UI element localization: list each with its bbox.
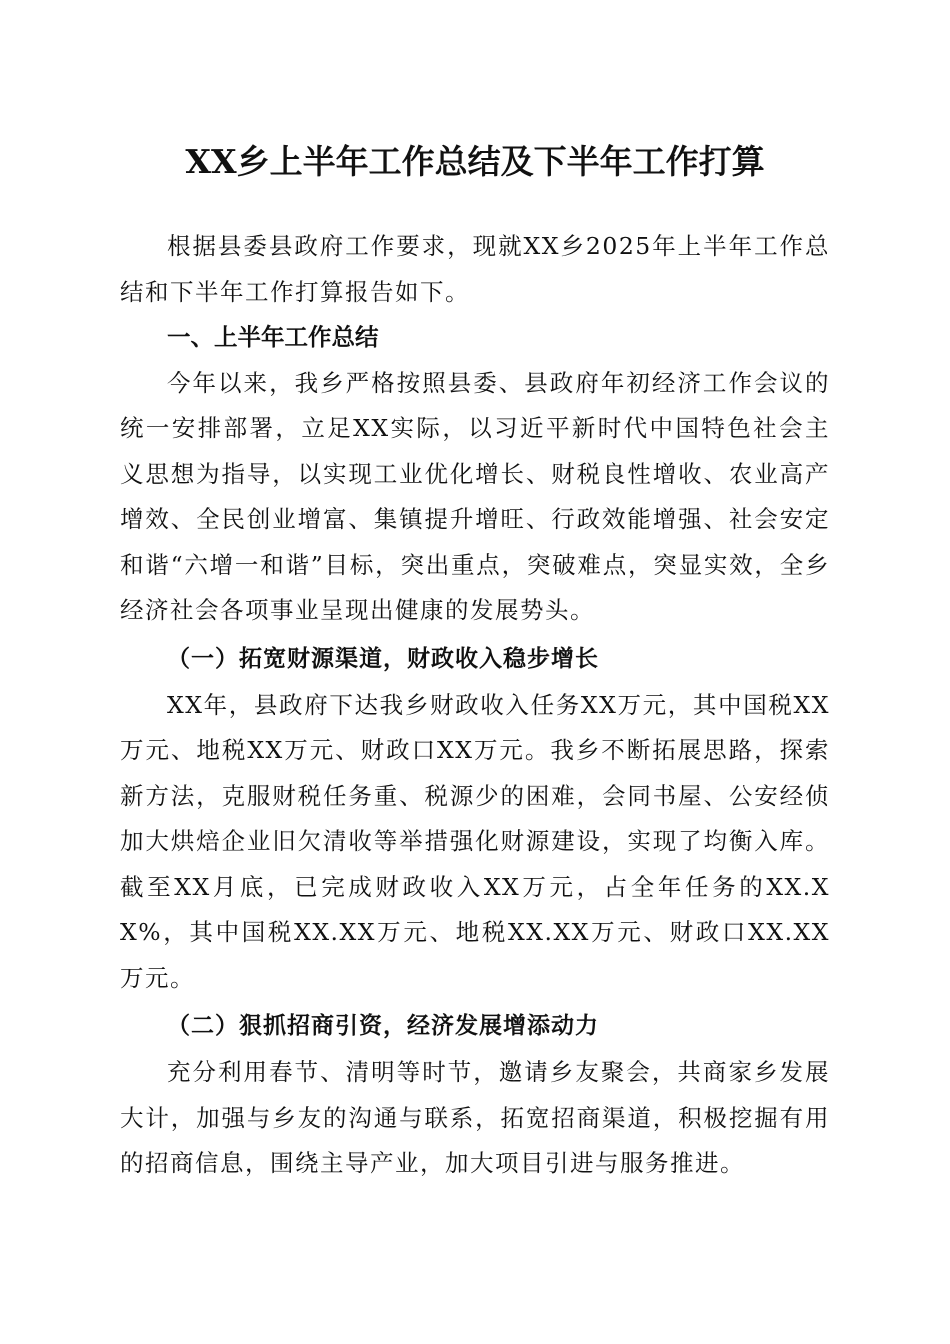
subsection-2-paragraph: 充分利用春节、清明等时节，邀请乡友聚会，共商家乡发展大计，加强与乡友的沟通与联系，拓宽招商渠道，积极挖掘有用的招商信息，围绕主导产业，加大项目引进与服务推进。 [120, 1058, 830, 1177]
section-1-paragraph: 今年以来，我乡严格按照县委、县政府年初经济工作会议的统一安排部署，立足XX实际，以习近平新时代中国特色社会主义思想为指导，以实现工业优化增长、财税良性增收、农业高产增效、全民创业增富、集镇提升增旺、行政效能增强、社会安定和谐“六增一和谐”目标，突出重点，突破难点，突显实效，全乡经济社会各项事业呈现出健康的发展势头。 [120, 368, 830, 624]
intro-paragraph: 根据县委县政府工作要求，现就XX乡2025年上半年工作总结和下半年工作打算报告如下。 [120, 232, 830, 306]
subsection-1-paragraph: XX年，县政府下达我乡财政收入任务XX万元，其中国税XX万元、地税XX万元、财政口XX万元。我乡不断拓展思路，探索新方法，克服财税任务重、税源少的困难，会同书屋、公安经侦加大烘焙企业旧欠清收等举措强化财源建设，实现了均衡入库。截至XX月底，已完成财政收入XX万元，占全年任务的XX.XX%，其中国税XX.XX万元、地税XX.XX万元、财政口XX.XX万元。 [120, 690, 830, 992]
document-page [120, 130, 830, 1187]
document-title: XX乡上半年工作总结及下半年工作打算 [185, 142, 765, 181]
subsection-2-heading: （二）狠抓招商引资，经济发展增添动力 [167, 1012, 599, 1039]
section-1-heading: 一、上半年工作总结 [167, 323, 379, 351]
subsection-1-heading: （一）拓宽财源渠道，财政收入稳步增长 [167, 644, 599, 672]
